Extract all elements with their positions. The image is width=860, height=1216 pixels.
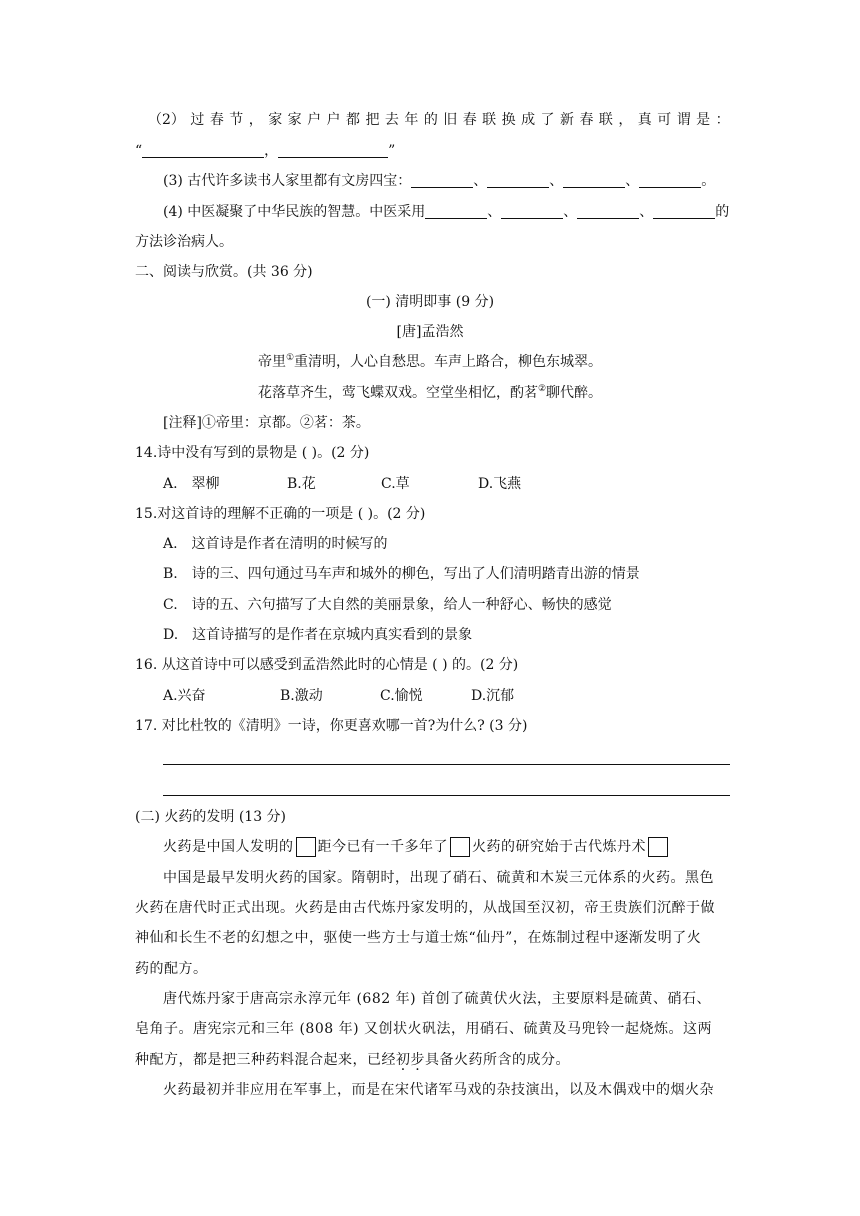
q2-char: 过 <box>190 112 205 128</box>
q3-line: (3) 古代许多读书人家里都有文房四宝： 、 、 、 。 <box>163 173 716 189</box>
q14-option-c[interactable]: C.草 <box>381 476 410 492</box>
q2-char: 去 <box>384 112 399 128</box>
punctuation-box[interactable] <box>648 837 668 857</box>
passage-p3-line1: 火药最初并非应用在军事上，而是在宋代诸军马戏的杂技演出，以及木偶戏中的烟火杂 <box>163 1082 714 1098</box>
passage-title: (二) 火药的发明 (13 分) <box>135 809 287 825</box>
q2-char: 春 <box>579 112 594 128</box>
answer-blank[interactable] <box>487 172 549 188</box>
q15-option-c[interactable]: C. 诗的五、六句描写了大自然的美丽景象，给人一种舒心、畅快的感觉 <box>163 597 612 613</box>
answer-blank[interactable] <box>577 203 639 219</box>
q2-char: 真 <box>637 112 652 128</box>
passage-intro: 火药是中国人发明的 距今已有一千多年了 火药的研究始于古代炼丹术 <box>163 837 670 857</box>
q2-char: 谓 <box>676 112 691 128</box>
poem-note: [注释]①帝里：京都。②茗：茶。 <box>163 415 370 431</box>
q16-option-a[interactable]: A.兴奋 <box>163 688 206 704</box>
q2-char: 节 <box>229 112 244 128</box>
q17-stem: 17. 对比杜牧的《清明》一诗，你更喜欢哪一首?为什么? (3 分) <box>135 718 528 734</box>
answer-blank[interactable] <box>563 172 625 188</box>
q2-char: 都 <box>346 112 360 128</box>
q2-char: 的 <box>423 112 438 128</box>
q2-char: 春 <box>209 112 224 128</box>
answer-blank[interactable] <box>142 142 264 158</box>
section-heading: 二、阅读与欣赏。(共 36 分) <box>135 264 313 280</box>
q4-line2: 方法诊治病人。 <box>135 234 233 250</box>
q16-option-d[interactable]: D.沉郁 <box>471 688 515 704</box>
passage-p2-line1: 唐代炼丹家于唐高宗永淳元年 (682 年) 首创了硫黄伏火法，主要原料是硫黄、硝石、 <box>163 991 711 1007</box>
q14-option-d[interactable]: D.飞燕 <box>478 476 522 492</box>
answer-line[interactable] <box>163 795 730 796</box>
poem-title: (一) 清明即事 (9 分) <box>365 294 495 310</box>
poem-author: [唐]孟浩然 <box>396 324 464 340</box>
q15-stem: 15.对这首诗的理解不正确的一项是 ( )。(2 分) <box>135 506 426 522</box>
q15-option-b[interactable]: B. 诗的三、四句通过马车声和城外的柳色，写出了人们清明踏青出游的情景 <box>163 566 640 582</box>
answer-blank[interactable] <box>501 203 563 219</box>
poem-line-1: 帝里①重清明，人心自愁思。车声上路合，柳色东城翠。 <box>257 353 603 370</box>
q16-stem: 16. 从这首诗中可以感受到孟浩然此时的心情是 ( ) 的。(2 分) <box>135 657 519 673</box>
answer-blank[interactable] <box>653 203 715 219</box>
q2-char: 把 <box>365 112 380 128</box>
punctuation-box[interactable] <box>450 837 470 857</box>
passage-p1-line1: 中国是最早发明火药的国家。隋朝时，出现了硝石、硫黄和木炭三元体系的火药。黑色 <box>163 870 714 886</box>
q16-option-c[interactable]: C.愉悦 <box>380 688 423 704</box>
answer-blank[interactable] <box>411 172 473 188</box>
q2-char: 是 <box>696 112 711 128</box>
punctuation-box[interactable] <box>296 837 316 857</box>
q2-char: ， <box>248 112 263 128</box>
q4-line1: (4) 中医凝聚了中华民族的智慧。中医采用 、 、 、 的 <box>163 204 730 220</box>
q2-char: 了 <box>540 112 555 128</box>
q2-char: 联 <box>598 112 613 128</box>
passage-p2-line2: 皂角子。唐宪宗元和三年 (808 年) 又创状火矾法，用硝石、硫黄及马兜铃一起烧炼。这两 <box>135 1021 712 1037</box>
q2-char: 可 <box>657 112 672 128</box>
q2-line1 <box>148 110 730 130</box>
q15-option-d[interactable]: D. 这首诗描写的是作者在京城内真实看到的景象 <box>163 627 473 643</box>
q2-char: 年 <box>404 112 419 128</box>
q14-option-a[interactable]: A. 翠柳 <box>163 476 220 492</box>
q2-char: ， <box>618 112 633 128</box>
q2-line2: “ ， ” <box>135 143 396 159</box>
q2-char: 联 <box>482 112 497 128</box>
answer-line[interactable] <box>163 764 730 765</box>
passage-p1-line3: 神仙和长生不老的幻想之中，驱使一些方士与道士炼“仙丹”，在炼制过程中逐渐发明了火 <box>135 930 702 946</box>
q15-option-a[interactable]: A. 这首诗是作者在清明的时候写的 <box>163 536 388 552</box>
q2-char: 户 <box>307 112 322 128</box>
q2-char: 家 <box>268 112 283 128</box>
q2-char: 春 <box>462 112 477 128</box>
q16-option-b[interactable]: B.激动 <box>280 688 323 704</box>
q14-stem: 14.诗中没有写到的景物是 ( )。(2 分) <box>135 445 370 461</box>
emphasis-char: 初 <box>396 1052 411 1068</box>
q2-char: ： <box>715 112 730 128</box>
answer-blank[interactable] <box>639 172 701 188</box>
emphasis-char: 步 <box>410 1052 425 1068</box>
q2-char: 换 <box>501 112 516 128</box>
q2-char: （2） <box>148 112 185 128</box>
q14-option-b[interactable]: B.花 <box>287 476 316 492</box>
answer-blank[interactable] <box>425 203 487 219</box>
answer-blank[interactable] <box>278 142 388 158</box>
q2-char: 户 <box>326 112 341 128</box>
q2-char: 旧 <box>443 112 458 128</box>
passage-p1-line4: 药的配方。 <box>135 961 208 977</box>
passage-p1-line2: 火药在唐代时正式出现。火药是由古代炼丹家发明的，从战国至汉初，帝王贵族们沉醉于做 <box>135 900 715 916</box>
q2-char: 成 <box>521 112 536 128</box>
q2-char: 新 <box>559 112 574 128</box>
q2-char: 家 <box>287 112 302 128</box>
passage-p2-line3: 种配方，都是把三种药料混合起来，已经初步具备火药所含的成分。 <box>135 1052 570 1068</box>
poem-line-2: 花落草齐生，莺飞蝶双戏。空堂坐相忆，酌茗②聊代醉。 <box>257 384 603 401</box>
